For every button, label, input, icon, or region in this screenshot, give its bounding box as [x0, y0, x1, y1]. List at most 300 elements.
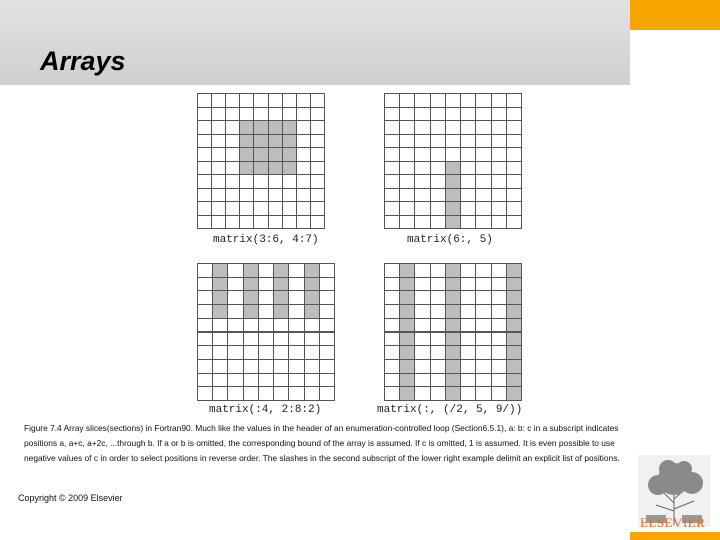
grid-cell	[430, 161, 446, 176]
grid-cell	[243, 290, 259, 305]
grid-cell	[414, 386, 430, 401]
grid-cell	[475, 373, 491, 388]
grid-cell	[445, 201, 461, 216]
grid-cell	[296, 134, 311, 149]
grid-cell	[268, 134, 283, 149]
grid-cell	[414, 107, 430, 122]
grid-cell	[445, 304, 461, 319]
grid-cell	[430, 215, 446, 230]
grid-cell	[253, 161, 268, 176]
grid-cell	[384, 161, 400, 176]
grid-cell	[506, 161, 522, 176]
accent-bar	[630, 0, 720, 30]
grid-cell	[506, 386, 522, 401]
grid-cell	[475, 161, 491, 176]
grid-cell	[445, 332, 461, 347]
grid-cell	[253, 147, 268, 162]
grid-cell	[430, 107, 446, 122]
grid-cell	[296, 107, 311, 122]
grid-cell	[475, 134, 491, 149]
grid-cell	[273, 277, 289, 292]
grid-cell	[491, 215, 507, 230]
grid-cell	[319, 304, 335, 319]
grid-cell	[296, 120, 311, 135]
grid-cell	[197, 93, 212, 108]
grid-cell	[197, 386, 213, 401]
grid-cell	[227, 318, 243, 333]
grid-cell	[197, 201, 212, 216]
grid-cell	[491, 318, 507, 333]
grid-cell	[253, 93, 268, 108]
grid-cell	[445, 107, 461, 122]
grid-cell	[212, 318, 228, 333]
grid-cell	[225, 120, 240, 135]
grid-cell	[460, 332, 476, 347]
grid-cell	[399, 215, 415, 230]
grid-cell	[491, 134, 507, 149]
grid-cell	[273, 304, 289, 319]
grid-cell	[506, 134, 522, 149]
grid-cell	[399, 373, 415, 388]
grid-cell	[319, 359, 335, 374]
grid-cell	[430, 120, 446, 135]
grid-cell	[227, 277, 243, 292]
grid-cell	[399, 386, 415, 401]
grid-cell	[310, 93, 325, 108]
grid-cell	[491, 263, 507, 278]
grid-cell	[268, 107, 283, 122]
grid-cell	[430, 359, 446, 374]
grid-cell	[273, 263, 289, 278]
grid-cell	[212, 263, 228, 278]
grid-cell	[399, 263, 415, 278]
grid-cell	[197, 161, 212, 176]
grid-cell	[430, 174, 446, 189]
grid-cell	[243, 373, 259, 388]
grid-cell	[319, 277, 335, 292]
grid-cell	[430, 373, 446, 388]
grid-cell	[430, 290, 446, 305]
grid-cell	[384, 188, 400, 203]
grid-cell	[239, 174, 254, 189]
grid-cell	[304, 304, 320, 319]
grid-cell	[296, 174, 311, 189]
grid-cell	[506, 332, 522, 347]
grid-cell	[304, 345, 320, 360]
grid-cell	[460, 201, 476, 216]
grid-cell	[304, 277, 320, 292]
grid-cell	[268, 174, 283, 189]
grid-cell	[258, 373, 274, 388]
grid-cell	[399, 174, 415, 189]
grid-cell	[399, 188, 415, 203]
grid-cell	[491, 332, 507, 347]
grid-cell	[414, 174, 430, 189]
grid-cell	[384, 359, 400, 374]
array-slice-grid-2	[384, 93, 521, 228]
grid-cell	[282, 215, 297, 230]
grid-cell	[475, 107, 491, 122]
grid-cell	[310, 174, 325, 189]
grid-cell	[268, 188, 283, 203]
grid-cell	[288, 290, 304, 305]
grid-cell	[460, 134, 476, 149]
grid-cell	[239, 188, 254, 203]
grid-cell	[430, 332, 446, 347]
grid-cell	[399, 201, 415, 216]
grid-cell	[475, 345, 491, 360]
grid-cell	[288, 318, 304, 333]
grid-cell	[268, 201, 283, 216]
grid-cell	[310, 201, 325, 216]
grid-cell	[212, 277, 228, 292]
grid-cell	[460, 277, 476, 292]
grid-cell	[212, 304, 228, 319]
grid-cell	[384, 215, 400, 230]
grid-cell	[506, 304, 522, 319]
grid-cell	[506, 373, 522, 388]
grid-cell	[253, 120, 268, 135]
grid-cell	[430, 386, 446, 401]
grid-cell	[212, 290, 228, 305]
grid-cell	[445, 263, 461, 278]
grid-cell	[384, 201, 400, 216]
array-slice-grid-4	[384, 263, 521, 400]
grid-cell	[430, 134, 446, 149]
grid-cell	[211, 215, 226, 230]
grid-cell	[414, 359, 430, 374]
grid-cell	[273, 345, 289, 360]
grid-cell	[211, 134, 226, 149]
grid-cell	[282, 107, 297, 122]
grid-cell	[506, 120, 522, 135]
grid-cell	[475, 215, 491, 230]
grid-cell	[304, 263, 320, 278]
grid-cell	[258, 277, 274, 292]
grid-cell	[253, 107, 268, 122]
grid-cell	[282, 147, 297, 162]
grid-cell	[491, 290, 507, 305]
grid-cell	[384, 147, 400, 162]
grid-cell	[460, 304, 476, 319]
grid-cell	[491, 93, 507, 108]
grid-cell	[258, 359, 274, 374]
grid-cell	[197, 107, 212, 122]
grid-cell	[475, 147, 491, 162]
grid-cell	[239, 120, 254, 135]
grid-cell	[384, 174, 400, 189]
grid-cell	[445, 93, 461, 108]
grid-cell	[384, 345, 400, 360]
grid-cell	[273, 359, 289, 374]
grid-cell	[225, 134, 240, 149]
grid-cell	[445, 359, 461, 374]
grid-cell	[414, 304, 430, 319]
grid-cell	[225, 93, 240, 108]
grid-cell	[304, 386, 320, 401]
grid-cell	[506, 290, 522, 305]
grid-cell	[258, 386, 274, 401]
grid-cell	[197, 263, 213, 278]
grid-cell	[506, 107, 522, 122]
grid-cell	[475, 332, 491, 347]
grid-cell	[460, 345, 476, 360]
grid-cell	[384, 277, 400, 292]
grid-cell	[445, 147, 461, 162]
array-slice-grid-3	[197, 263, 334, 400]
grid-cell	[506, 277, 522, 292]
grid-cell	[258, 304, 274, 319]
grid-cell	[268, 161, 283, 176]
grid-cell	[399, 345, 415, 360]
grid-cell	[304, 359, 320, 374]
grid-cell	[460, 147, 476, 162]
array-slice-label-4: matrix(:, (/2, 5, 9/))	[377, 404, 523, 416]
grid-cell	[288, 373, 304, 388]
grid-cell	[399, 107, 415, 122]
grid-cell	[399, 332, 415, 347]
grid-cell	[414, 263, 430, 278]
grid-cell	[460, 174, 476, 189]
grid-cell	[491, 147, 507, 162]
grid-cell	[258, 332, 274, 347]
grid-cell	[296, 215, 311, 230]
grid-cell	[258, 263, 274, 278]
grid-cell	[197, 332, 213, 347]
grid-cell	[273, 332, 289, 347]
grid-cell	[384, 263, 400, 278]
grid-cell	[296, 188, 311, 203]
grid-cell	[197, 373, 213, 388]
grid-cell	[460, 93, 476, 108]
grid-cell	[399, 359, 415, 374]
grid-cell	[460, 359, 476, 374]
grid-cell	[506, 188, 522, 203]
grid-cell	[460, 263, 476, 278]
grid-cell	[282, 161, 297, 176]
grid-cell	[197, 359, 213, 374]
publisher-logo-text: ELSEVIER	[640, 515, 706, 530]
grid-cell	[243, 345, 259, 360]
grid-cell	[243, 386, 259, 401]
grid-cell	[282, 188, 297, 203]
grid-cell	[253, 134, 268, 149]
grid-cell	[445, 318, 461, 333]
grid-cell	[288, 359, 304, 374]
grid-cell	[296, 201, 311, 216]
grid-cell	[212, 345, 228, 360]
grid-cell	[445, 290, 461, 305]
grid-cell	[304, 373, 320, 388]
grid-cell	[288, 386, 304, 401]
grid-cell	[288, 263, 304, 278]
grid-cell	[384, 120, 400, 135]
grid-cell	[384, 304, 400, 319]
grid-cell	[211, 120, 226, 135]
grid-cell	[475, 290, 491, 305]
grid-cell	[197, 277, 213, 292]
grid-cell	[282, 120, 297, 135]
grid-cell	[197, 304, 213, 319]
grid-cell	[253, 188, 268, 203]
grid-cell	[239, 107, 254, 122]
grid-cell	[491, 107, 507, 122]
grid-cell	[460, 120, 476, 135]
grid-cell	[491, 201, 507, 216]
grid-cell	[310, 120, 325, 135]
grid-cell	[430, 277, 446, 292]
grid-cell	[296, 93, 311, 108]
grid-cell	[288, 277, 304, 292]
grid-cell	[304, 332, 320, 347]
grid-cell	[475, 120, 491, 135]
grid-cell	[225, 201, 240, 216]
grid-cell	[445, 174, 461, 189]
copyright-notice: Copyright © 2009 Elsevier	[18, 493, 123, 503]
grid-cell	[491, 359, 507, 374]
array-slice-label-1: matrix(3:6, 4:7)	[213, 234, 319, 246]
grid-cell	[475, 263, 491, 278]
grid-cell	[430, 147, 446, 162]
grid-cell	[288, 304, 304, 319]
grid-cell	[296, 147, 311, 162]
grid-cell	[319, 386, 335, 401]
grid-cell	[239, 134, 254, 149]
grid-cell	[475, 359, 491, 374]
grid-cell	[319, 290, 335, 305]
grid-cell	[243, 318, 259, 333]
grid-cell	[273, 386, 289, 401]
grid-cell	[414, 290, 430, 305]
grid-cell	[304, 290, 320, 305]
grid-cell	[445, 277, 461, 292]
grid-cell	[212, 359, 228, 374]
grid-cell	[414, 93, 430, 108]
grid-cell	[399, 290, 415, 305]
grid-cell	[273, 318, 289, 333]
grid-cell	[211, 161, 226, 176]
grid-cell	[475, 93, 491, 108]
grid-cell	[225, 174, 240, 189]
grid-cell	[319, 332, 335, 347]
grid-cell	[227, 359, 243, 374]
grid-cell	[491, 120, 507, 135]
grid-cell	[414, 120, 430, 135]
grid-cell	[414, 134, 430, 149]
grid-cell	[243, 263, 259, 278]
grid-cell	[227, 345, 243, 360]
grid-cell	[491, 277, 507, 292]
grid-cell	[211, 107, 226, 122]
grid-cell	[253, 201, 268, 216]
grid-cell	[399, 147, 415, 162]
grid-cell	[258, 318, 274, 333]
grid-cell	[225, 215, 240, 230]
grid-cell	[319, 345, 335, 360]
grid-cell	[475, 201, 491, 216]
grid-cell	[399, 120, 415, 135]
array-slice-label-3: matrix(:4, 2:8:2)	[209, 404, 322, 416]
grid-cell	[384, 386, 400, 401]
grid-cell	[319, 373, 335, 388]
grid-cell	[310, 215, 325, 230]
grid-cell	[243, 332, 259, 347]
grid-cell	[225, 107, 240, 122]
grid-cell	[225, 147, 240, 162]
grid-cell	[227, 332, 243, 347]
grid-cell	[239, 93, 254, 108]
grid-cell	[460, 290, 476, 305]
grid-cell	[319, 318, 335, 333]
grid-cell	[399, 318, 415, 333]
grid-cell	[310, 134, 325, 149]
grid-cell	[445, 215, 461, 230]
grid-cell	[491, 386, 507, 401]
grid-cell	[243, 277, 259, 292]
grid-cell	[460, 215, 476, 230]
grid-cell	[506, 201, 522, 216]
grid-cell	[268, 93, 283, 108]
grid-cell	[197, 345, 213, 360]
grid-cell	[227, 386, 243, 401]
grid-cell	[430, 263, 446, 278]
grid-cell	[384, 373, 400, 388]
grid-cell	[414, 188, 430, 203]
grid-cell	[430, 304, 446, 319]
grid-cell	[430, 93, 446, 108]
grid-cell	[475, 174, 491, 189]
grid-cell	[414, 332, 430, 347]
grid-cell	[414, 373, 430, 388]
grid-cell	[414, 147, 430, 162]
grid-cell	[399, 134, 415, 149]
grid-cell	[384, 318, 400, 333]
grid-cell	[399, 93, 415, 108]
grid-cell	[445, 386, 461, 401]
grid-cell	[491, 174, 507, 189]
grid-cell	[197, 188, 212, 203]
grid-cell	[197, 174, 212, 189]
grid-cell	[445, 345, 461, 360]
grid-cell	[506, 147, 522, 162]
grid-cell	[445, 373, 461, 388]
grid-cell	[384, 290, 400, 305]
grid-cell	[197, 147, 212, 162]
grid-cell	[239, 161, 254, 176]
grid-cell	[227, 304, 243, 319]
grid-cell	[197, 290, 213, 305]
grid-cell	[475, 277, 491, 292]
grid-cell	[227, 290, 243, 305]
array-slice-grid-1	[197, 93, 324, 228]
grid-cell	[225, 188, 240, 203]
grid-cell	[414, 215, 430, 230]
grid-cell	[460, 107, 476, 122]
grid-cell	[258, 345, 274, 360]
grid-cell	[399, 277, 415, 292]
grid-cell	[268, 215, 283, 230]
grid-cell	[253, 174, 268, 189]
grid-cell	[506, 318, 522, 333]
grid-cell	[399, 304, 415, 319]
grid-cell	[491, 304, 507, 319]
grid-cell	[310, 147, 325, 162]
grid-cell	[445, 134, 461, 149]
grid-cell	[282, 174, 297, 189]
grid-cell	[430, 318, 446, 333]
grid-cell	[211, 174, 226, 189]
grid-cell	[430, 201, 446, 216]
